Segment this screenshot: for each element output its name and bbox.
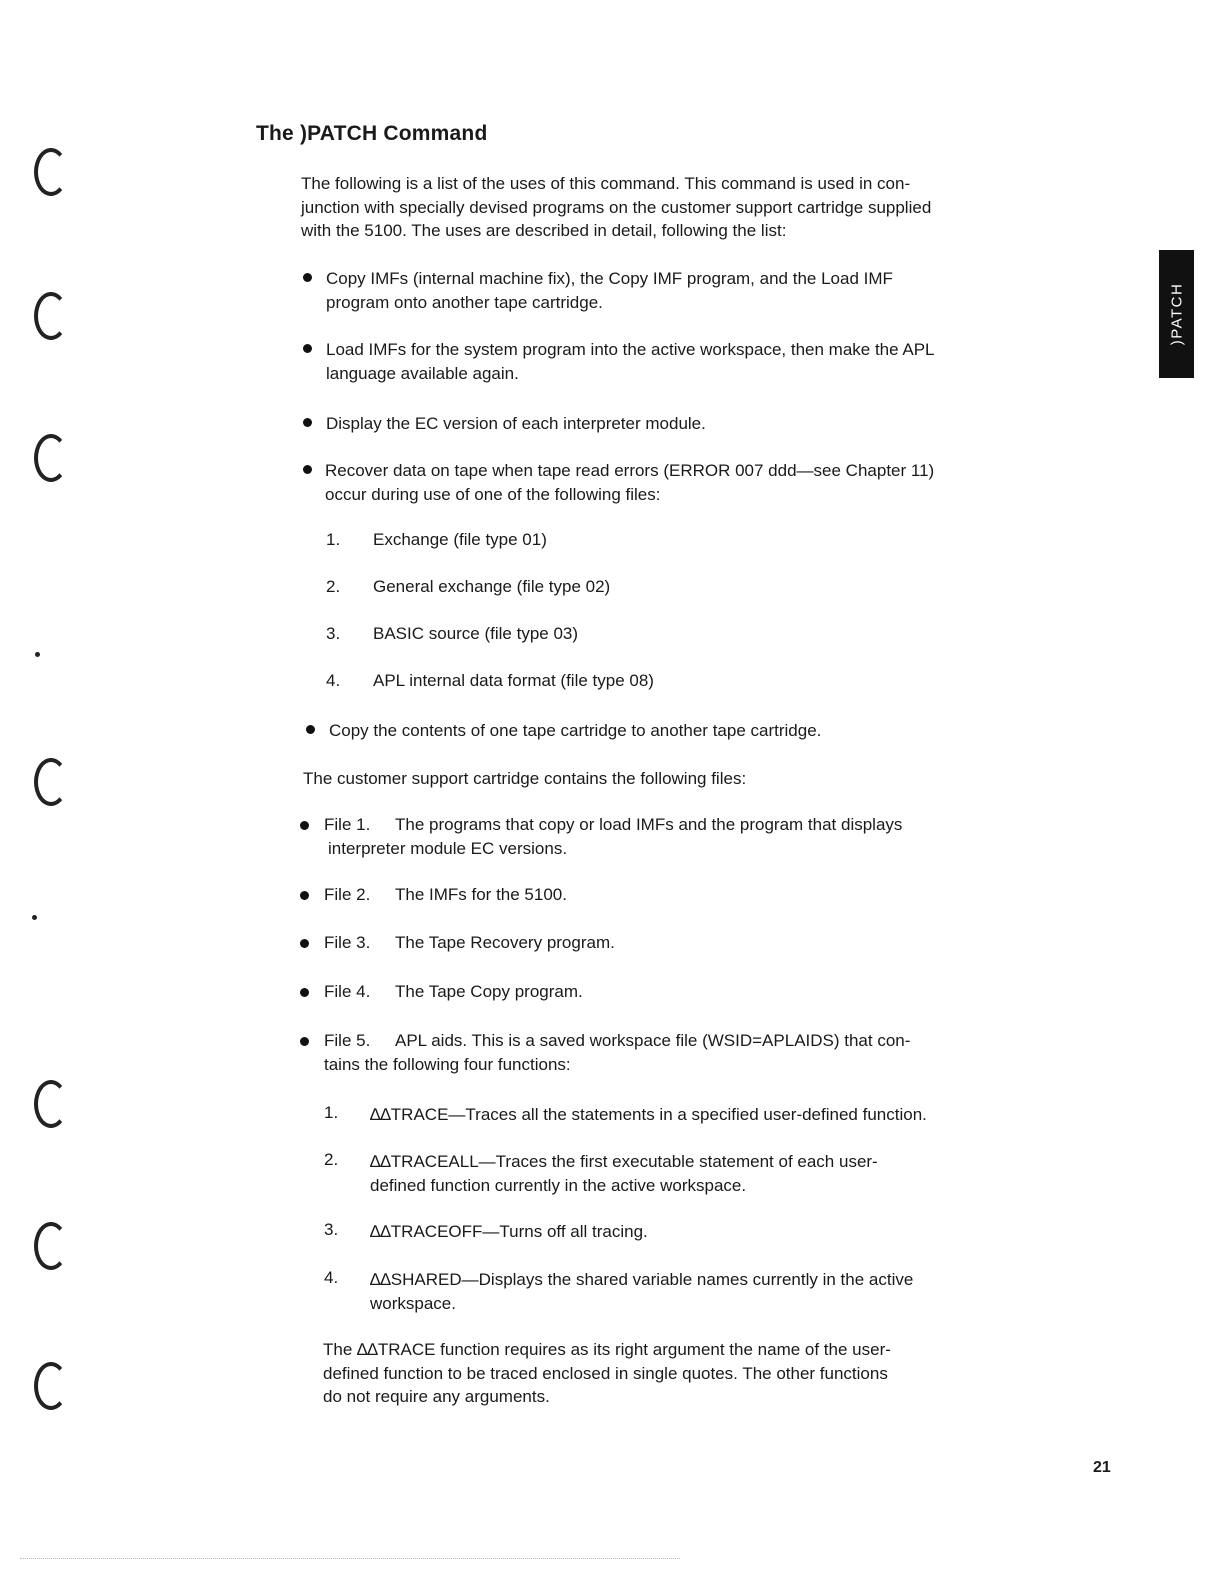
file-label: File 4.: [324, 982, 371, 1001]
text-line: ∆∆TRACEOFF—Turns off all tracing.: [370, 1222, 648, 1241]
binder-hole-5: [34, 1080, 68, 1128]
text-line: Copy IMFs (internal machine fix), the Copy IMF program, and the Load IMF: [326, 269, 893, 288]
text-line: do not require any arguments.: [323, 1387, 550, 1406]
file-label: File 2.: [324, 885, 371, 904]
bullet-icon: [300, 891, 309, 900]
list-number: 3.: [324, 1220, 339, 1239]
text-line: language available again.: [326, 363, 519, 383]
list-item: [370, 1268, 913, 1315]
scan-artifact-line: [20, 1558, 680, 1559]
list-number: 2.: [324, 1150, 339, 1169]
bullet-icon: [300, 988, 309, 997]
bullet-icon: [303, 465, 312, 474]
list-item: Copy the contents of one tape cartridge to another tape cartridge.: [329, 721, 822, 740]
bullet-icon: [306, 725, 315, 734]
text-line: defined function to be traced enclosed in single quotes. The other functions: [323, 1363, 888, 1383]
file-label: File 1.: [324, 815, 371, 834]
list-item: BASIC source (file type 03): [373, 624, 579, 643]
file-description: The programs that copy or load IMFs and the program that displays: [395, 815, 903, 834]
text-line: junction with specially devised programs on the customer support cartridge supplied: [301, 197, 932, 217]
page-number: 21: [1093, 1459, 1111, 1476]
text-line: occur during use of one of the following files:: [325, 484, 661, 504]
list-number: 1.: [326, 530, 341, 549]
binder-hole-6: [34, 1222, 68, 1270]
section-tab: [1159, 250, 1194, 378]
bullet-icon: [300, 939, 309, 948]
margin-speck: [32, 915, 37, 920]
file-description: The Tape Copy program.: [395, 982, 583, 1001]
bullet-icon: [303, 273, 312, 282]
bullet-icon: [303, 344, 312, 353]
binder-hole-1: [34, 148, 68, 196]
bullet-icon: [300, 821, 309, 830]
file-label: File 3.: [324, 933, 371, 952]
file-description: The Tape Recovery program.: [395, 933, 615, 952]
list-number: 3.: [326, 624, 341, 643]
list-number: 4.: [326, 671, 341, 690]
binder-hole-2: [34, 292, 68, 340]
list-item: [370, 1220, 648, 1244]
margin-speck: [35, 652, 40, 657]
text-line: program onto another tape cartridge.: [326, 292, 603, 312]
page-title: The )PATCH Command: [256, 122, 488, 145]
list-item: [326, 338, 935, 385]
file-description: The IMFs for the 5100.: [395, 885, 567, 904]
list-item: [326, 267, 893, 314]
list-item: [370, 1150, 878, 1197]
bullet-icon: [300, 1037, 309, 1046]
text-line: defined function currently in the active workspace.: [370, 1175, 747, 1195]
file-description: APL aids. This is a saved workspace file (WSID=APLAIDS) that con-: [395, 1031, 911, 1050]
text-line: workspace.: [370, 1293, 456, 1313]
text-line: ∆∆TRACE—Traces all the statements in a specified user-defined function.: [370, 1105, 927, 1124]
binder-hole-7: [34, 1362, 68, 1410]
list-item: APL internal data format (file type 08): [373, 671, 654, 690]
text-line: ∆∆SHARED—Displays the shared variable names currently in the active: [370, 1270, 914, 1289]
intro-paragraph: [301, 172, 931, 243]
list-item: [325, 459, 934, 506]
text-line: Recover data on tape when tape read errors (ERROR 007 ddd—see Chapter 11): [325, 461, 935, 480]
section-tab-label: )PATCH: [1168, 282, 1185, 346]
list-number: 1.: [324, 1103, 339, 1122]
file-description-cont: tains the following four functions:: [324, 1055, 571, 1074]
text-line: The ∆∆TRACE function requires as its right argument the name of the user-: [323, 1340, 891, 1359]
list-number: 4.: [324, 1268, 339, 1287]
text-line: Display the EC version of each interpreter module.: [326, 414, 706, 433]
text-line: ∆∆TRACEALL—Traces the first executable statement of each user-: [370, 1152, 878, 1171]
text-line: Load IMFs for the system program into the active workspace, then make the APL: [326, 340, 935, 359]
file-label: File 5.: [324, 1031, 371, 1050]
list-item: [326, 412, 706, 436]
binder-hole-4: [34, 758, 68, 806]
file-description-cont: interpreter module EC versions.: [328, 839, 568, 858]
list-item: Exchange (file type 01): [373, 530, 547, 549]
text-line: with the 5100. The uses are described in detail, following the list:: [301, 221, 787, 240]
text-line: The following is a list of the uses of this command. This command is used in con-: [301, 174, 911, 193]
bullet-icon: [303, 418, 312, 427]
list-item: [370, 1103, 927, 1127]
list-number: 2.: [326, 577, 341, 596]
list-item: General exchange (file type 02): [373, 577, 611, 596]
cartridge-intro: The customer support cartridge contains the following files:: [303, 769, 747, 788]
closing-paragraph: [323, 1338, 891, 1409]
binder-hole-3: [34, 434, 68, 482]
